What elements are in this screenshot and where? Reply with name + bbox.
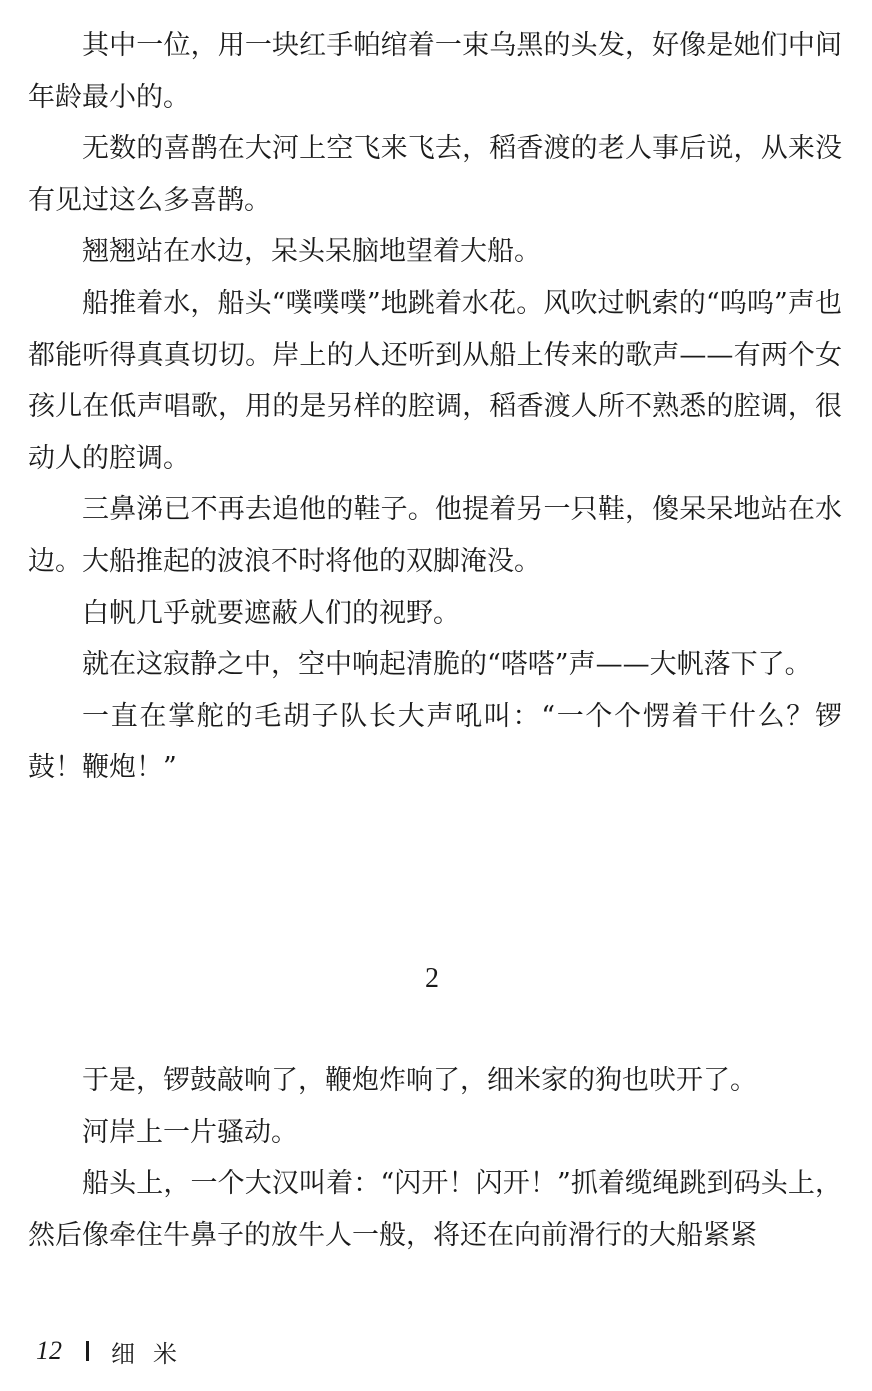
paragraph: 于是，锣鼓敲响了，鞭炮炸响了，细米家的狗也吠开了。 — [82, 1065, 757, 1096]
paragraph: 白帆几乎就要遮蔽人们的视野。 — [82, 597, 460, 629]
page-number: 12 — [36, 1336, 62, 1365]
page-footer — [36, 1330, 195, 1372]
paragraph: 就在这寂静之中，空中响起清脆的“嗒嗒”声——大帆落下了。 — [82, 649, 812, 681]
body-text-bottom — [28, 1055, 842, 1261]
paragraph: 河岸上一片骚动。 — [82, 1116, 298, 1148]
paragraph: 船推着水，船头“噗噗噗”地跳着水花。风吹过帆索的“呜呜”声也都能听得真真切切。岸上的人还听到从船上传来的歌声——有两个女孩儿在低声唱歌，用的是另样的腔调，稻香渡人所不熟悉的腔调，很动人的腔调。 — [28, 287, 842, 474]
paragraph: 一直在掌舵的毛胡子队长大声吼叫：“一个个愣着干什么？锣鼓！鞭炮！” — [28, 700, 842, 784]
paragraph: 船头上，一个大汉叫着：“闪开！闪开！”抓着缆绳跳到码头上，然后像牵住牛鼻子的放牛人一般，将还在向前滑行的大船紧紧 — [28, 1168, 842, 1251]
book-title: 细米 — [111, 1339, 195, 1368]
body-text-top — [28, 20, 842, 794]
section-number: 2 — [425, 963, 439, 994]
paragraph: 无数的喜鹊在大河上空飞来飞去，稻香渡的老人事后说，从来没有见过这么多喜鹊。 — [28, 133, 842, 216]
footer-divider — [86, 1341, 89, 1361]
paragraph: 三鼻涕已不再去追他的鞋子。他提着另一只鞋，傻呆呆地站在水边。大船推起的波浪不时将他的双脚淹没。 — [28, 494, 842, 577]
paragraph: 其中一位，用一块红手帕绾着一束乌黑的头发，好像是她们中间年龄最小的。 — [28, 30, 842, 113]
paragraph: 翘翘站在水边，呆头呆脑地望着大船。 — [82, 236, 541, 268]
